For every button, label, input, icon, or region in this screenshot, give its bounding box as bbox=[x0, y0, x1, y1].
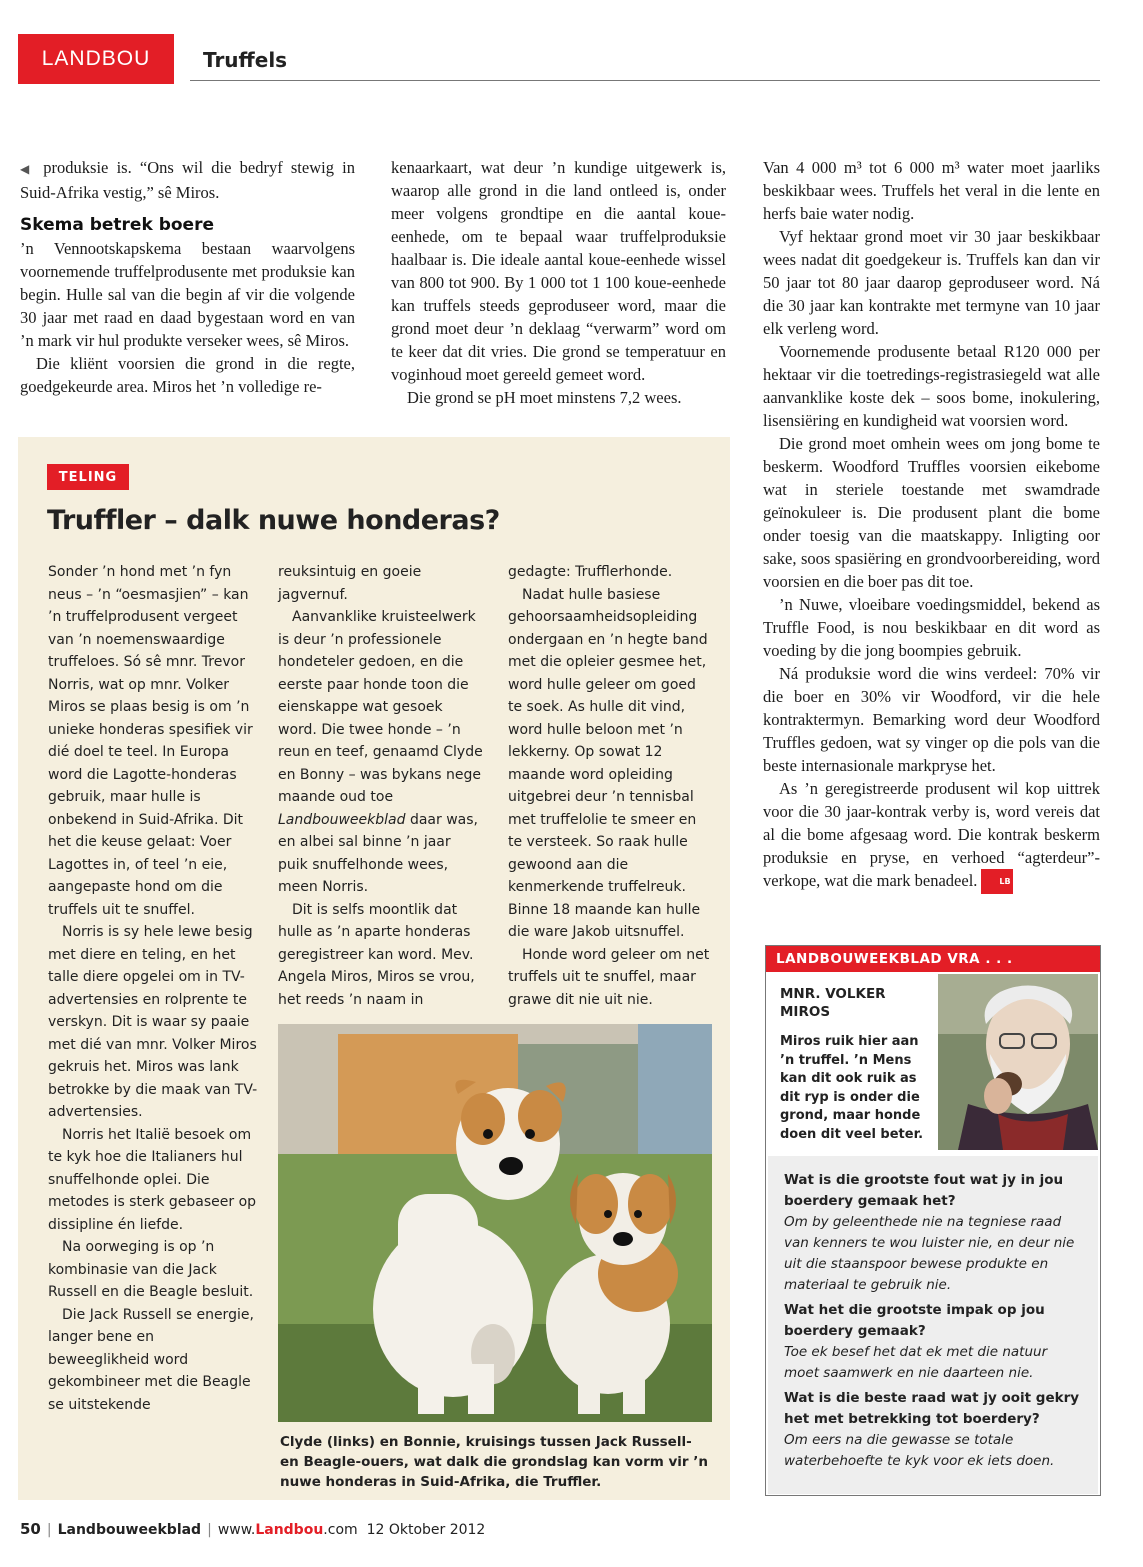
article-paragraph: Van 4 000 m³ tot 6 000 m³ water moet jaarliks beskikbaar wees. Truffels het veral in die lente en herfs baie water nodig. bbox=[763, 158, 1100, 223]
sidebar-paragraph: Norris is sy hele lewe besig met diere en teling, en het talle diere opgelei om in TV-advertensies en rolprente te verskyn. Dit is waar sy paaie met dié van mnr. Volker Miros gekruis het. Miros was lank betrokke by die maak van TV-advertensies. bbox=[48, 924, 258, 1120]
magazine-name: Landbouweekblad bbox=[57, 1522, 202, 1538]
website-link[interactable]: www.Landbou.com bbox=[217, 1522, 358, 1538]
interview-question: Wat het die grootste impak op jou boerdery gemaak? bbox=[784, 1302, 1045, 1339]
section-title: Truffels bbox=[203, 48, 288, 72]
dog-photo bbox=[278, 1024, 712, 1422]
article-paragraph: Die kliënt voorsien die grond in die regte, goedgekeurde area. Miros het ’n volledige re- bbox=[20, 354, 355, 396]
article-paragraph: Ná produksie word die wins verdeel: 70% vir die boer en 30% vir Woodford, vir die hele kontraktermyn. Bemarking word deur Woodford Truffles gedoen, wat sy vinger op die pols van die beste internasionale markpryse het. bbox=[763, 664, 1100, 775]
interview-question: Wat is die beste raad wat jy ooit gekry het met betrekking tot boerdery? bbox=[784, 1390, 1080, 1427]
photo-caption: Clyde (links) en Bonnie, kruisings tussen Jack Russell- en Beagle-ouers, wat dalk die grondslag kan vorm vir ’n nuwe honderas in Suid-Afrika, die Truffler. bbox=[280, 1434, 709, 1490]
article-column-2 bbox=[391, 156, 726, 409]
sidebar-paragraph: Sonder ’n hond met ’n fyn neus – ’n “oesmasjien” – kan ’n truffelprodusent vergeet van ’n noemenswaardige truffeloes. Só sê mnr. Trevor Norris, wat op mnr. Volker Miros se plaas besig is om ’n unieke honderas spesifiek vir dié doel te teel. In Europa word die Lagotte-honderas gebruik, maar hulle is onbekend in Suid-Afrika. Dit het die keuse gelaat: Voer Lagottes in, of teel ’n eie, aangepaste hond om die truffels uit te snuffel. bbox=[48, 564, 253, 918]
interview-answer: Om by geleenthede nie na tegniese raad van kenners te wou luister nie, en deur nie uit die staanspoor bewese produkte en materiaal te gebruik nie. bbox=[784, 1214, 1075, 1293]
sidebar-column-3 bbox=[508, 561, 713, 1011]
issue-date: 12 Oktober 2012 bbox=[366, 1522, 486, 1538]
portrait-caption: Miros ruik hier aan ’n truffel. ’n Mens kan dit ook ruik as dit ryp is onder die grond, maar honde doen dit veel beter. bbox=[780, 1034, 924, 1142]
continuation-arrow-icon: ◀ bbox=[20, 162, 34, 176]
sidebar-paragraph: Aanvanklike kruisteelwerk is deur ’n professionele hondeteler gedoen, en die eerste paar honde toon die eienskappe wat gesoek word. Die twee honde – ’n reun en teef, genaamd Clyde en Bonny – was bykans nege maande oud toe Landbouweekblad daar was, en albei sal binne ’n jaar puik snuffelhonde wees, meen Norris. bbox=[278, 609, 483, 895]
interview-answer: Om eers na die gewasse se totale waterbehoefte te kyk voor ek iets doen. bbox=[784, 1432, 1055, 1469]
sidebar-paragraph: Na oorweging is op ’n kombinasie van die Jack Russell en die Beagle besluit. bbox=[48, 1239, 254, 1300]
page-number: 50 bbox=[20, 1520, 41, 1538]
sidebar-tag: TELING bbox=[47, 464, 129, 490]
article-paragraph: kenaarkaart, wat deur ’n kundige uitgewerk is, waarop alle grond in die land ontleed is, onder meer volgens grondtipe en die aantal koue-eenhede, om te bepaal waar truffelproduksie haalbaar is. Die ideale aantal koue-eenhede wissel van 800 tot 900. By 1 000 tot 1 100 koue-eenhede kan truffels steeds geproduseer word, maar die grond moet deur ’n deklaag “verwarm” word om te keer dat dit vries. Die grond se temperatuur en voginhoud moet gereeld gemeet word. bbox=[391, 158, 726, 384]
sidebar-paragraph: Dit is selfs moontlik dat hulle as ’n aparte honderas geregistreer kan word. Mev. Angela Miros, Miros se vrou, het reeds ’n naam in bbox=[278, 901, 475, 1008]
article-paragraph: As ’n geregistreerde produsent wil kop uittrek voor die 30 jaar-kontrak verby is, word vereis dat al die bome afgesaag word. Die kontrak beskerm produksie en pryse, en verhoed “agterdeur”-verkope, wat die mark benadeel. LB bbox=[763, 777, 1100, 894]
article-paragraph: Die grond se pH moet minstens 7,2 wees. bbox=[407, 388, 682, 407]
article-subhead: Skema betrek boere bbox=[20, 215, 214, 235]
interview-header: LANDBOUWEEKBLAD VRA . . . bbox=[766, 946, 1100, 972]
sidebar-column-2 bbox=[278, 561, 483, 1011]
page-footer: 50 | Landbouweekblad | www.Landbou.com 12 Oktober 2012 bbox=[20, 1520, 486, 1538]
sidebar-paragraph: Die Jack Russell se energie, langer bene en beweeglikheid word gekombineer met die Beagle se uitstekende bbox=[48, 1306, 254, 1413]
sidebar-paragraph: reuksintuig en goeie jagvernuf. bbox=[278, 564, 422, 603]
article-paragraph: Vyf hektaar grond moet vir 30 jaar beskikbaar wees nadat dit goedgekeur is. Truffels kan dan vir 50 jaar tot 80 jaar daarop geproduseer word. Ná die 30 jaar kan kontrakte met termyne van 10 jaar elk verleng word. bbox=[763, 227, 1100, 338]
interview-answer: Toe ek besef het dat ek met die natuur moet saamwerk en nie daarteen nie. bbox=[784, 1344, 1048, 1381]
end-mark: LB bbox=[981, 869, 1012, 894]
article-paragraph: Voornemende produsente betaal R120 000 per hektaar vir die toetredings-registrasiegeld wat alle aanvanklike koste dek – soos bome, inokulering, lisensiëring en kundigheid wat voorsien word. bbox=[763, 342, 1100, 430]
sidebar-title: Truffler – dalk nuwe honderas? bbox=[47, 505, 500, 536]
article-paragraph: ◀ produksie is. “Ons wil die bedryf stewig in Suid-Afrika vestig,” sê Miros. bbox=[20, 158, 355, 202]
article-paragraph: Die grond moet omhein wees om jong bome te beskerm. Woodford Truffles voorsien eikebome wat in steriele toestande met swamdrade geïnokuleer is. Die produsent plant die bome onder toesig van die maatskappy. Inligting oor sake, soos spasiëring en grondvoorbereiding, word voorsien en die boer pas dit toe. bbox=[763, 434, 1100, 591]
section-tag: LANDBOU bbox=[18, 34, 174, 84]
sidebar-column-1 bbox=[48, 561, 258, 1416]
sidebar-paragraph: Honde word geleer om net truffels uit te snuffel, maar grawe dit nie uit nie. bbox=[508, 946, 710, 1008]
sidebar-paragraph: Nadat hulle basiese gehoorsaamheidsopleiding ondergaan en ’n hegte band met die opleier gesmee het, word hulle geleer om goed te soek. As hulle dit vind, word hulle beloon met ’n lekkerny. Op sowat 12 maande word opleiding uitgebrei deur ’n tennisbal met truffelolie te smeer en te versteek. So raak hulle gewoond aan die kenmerkende truffelreuk. Binne 18 maande kan hulle die ware Jakob uitsnuffel. bbox=[508, 586, 708, 940]
sidebar-paragraph: gedagte: Trufflerhonde. bbox=[508, 564, 673, 580]
interviewee-name: MNR. VOLKER MIROS bbox=[780, 986, 886, 1020]
interview-question: Wat is die grootste fout wat jy in jou boerdery gemaak het? bbox=[784, 1172, 1064, 1209]
interview-qa-list bbox=[784, 1170, 1084, 1476]
sidebar-paragraph: Norris het Italië besoek om te kyk hoe die Italianers hul snuffelhonde oplei. Die metodes is sterk gebaseer op dissipline én liefde. bbox=[48, 1126, 257, 1233]
article-paragraph: ’n Nuwe, vloeibare voedingsmiddel, bekend as Truffle Food, is nou beskikbaar en dit word as voeding by die jong boompies gebruik. bbox=[763, 595, 1100, 660]
portrait-photo bbox=[938, 974, 1098, 1150]
article-column-3 bbox=[763, 156, 1100, 894]
header-rule bbox=[190, 80, 1100, 81]
article-column-1 bbox=[20, 156, 355, 398]
article-paragraph: ’n Vennootskapskema bestaan waarvolgens voornemende truffelprodusente met produksie kan begin. Hulle sal van die begin af vir die volgende 30 jaar met raad en daad bygestaan word en van ’n mark vir hul produkte verseker wees, sê Miros. bbox=[20, 239, 355, 350]
